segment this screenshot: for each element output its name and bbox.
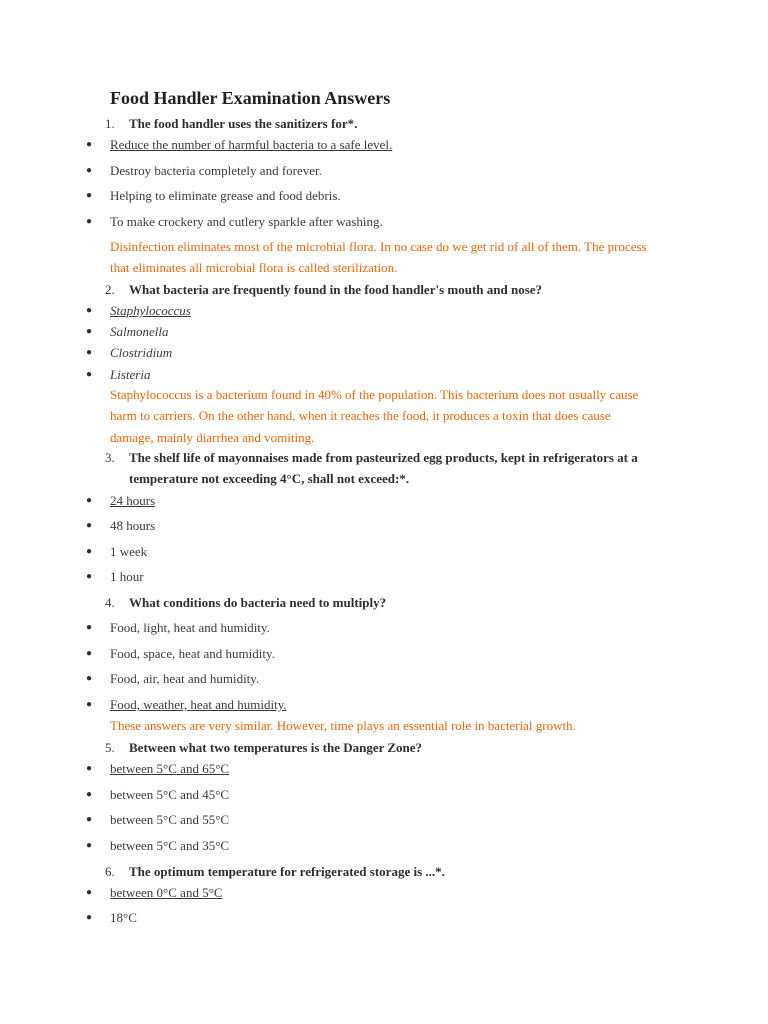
answer-option: Food, light, heat and humidity. [110,620,270,635]
bullet-icon: ● [86,305,93,316]
question-number: 4. [105,595,115,610]
bullet-icon: ● [86,347,93,358]
answer-option: To make crockery and cutlery sparkle after washing. [110,214,383,229]
explanation-note: These answers are very similar. However, time plays an essential role in bacterial growth. [110,718,576,733]
answer-option: Listeria [110,367,151,382]
answer-option: 48 hours [110,518,156,533]
answer-option: between 5°C and 35°C [110,838,230,853]
answer-option: Salmonella [110,324,169,339]
bullet-icon: ● [86,763,93,774]
bullet-icon: ● [86,648,93,659]
answer-option: between 5°C and 55°C [110,812,230,827]
bullet-icon: ● [86,139,93,150]
bullet-icon: ● [86,699,93,710]
bullet-icon: ● [86,326,93,337]
question-number: 2. [105,282,115,297]
answer-option-correct: between 5°C and 65°C [110,761,230,776]
question-text: What conditions do bacteria need to multiply? [129,595,387,610]
bullet-icon: ● [86,165,93,176]
answer-option: Clostridium [110,345,173,360]
page-title: Food Handler Examination Answers [110,88,391,108]
answer-option: 18°C [110,910,137,925]
question-text: The food handler uses the sanitizers for*. [129,116,358,131]
answer-option: 1 week [110,544,148,559]
bullet-icon: ● [86,789,93,800]
explanation-note: Staphylococcus is a bacterium found in 40% of the population. This bacterium does not usually cause harm to carriers. On the other hand, when it reaches the food, it produces a toxin that does cause damage, mainly diarrhea and vomiting. [110,387,639,445]
question-text: What bacteria are frequently found in the food handler's mouth and nose? [129,282,543,297]
answer-option-correct: Staphylococcus [110,303,191,318]
question-number: 6. [105,864,115,879]
answer-option-correct: 24 hours [110,493,156,508]
answer-option-correct: Reduce the number of harmful bacteria to a safe level. [110,137,393,152]
bullet-icon: ● [86,571,93,582]
answer-option: between 5°C and 45°C [110,787,230,802]
bullet-icon: ● [86,814,93,825]
answer-option: Helping to eliminate grease and food debris. [110,188,341,203]
bullet-icon: ● [86,673,93,684]
question-number: 1. [105,116,115,131]
question-number: 3. [105,450,115,465]
bullet-icon: ● [86,190,93,201]
bullet-icon: ● [86,887,93,898]
bullet-icon: ● [86,216,93,227]
answer-option-correct: between 0°C and 5°C [110,885,223,900]
question-text: The shelf life of mayonnaises made from pasteurized egg products, kept in refrigerators at a temperature not exceeding 4°C, shall not exceed:*. [129,450,638,486]
bullet-icon: ● [86,912,93,923]
answer-option: Destroy bacteria completely and forever. [110,163,322,178]
bullet-icon: ● [86,546,93,557]
answer-option: Food, air, heat and humidity. [110,671,260,686]
bullet-icon: ● [86,495,93,506]
explanation-note: Disinfection eliminates most of the microbial flora. In no case do we get rid of all of them. The process that eliminates all microbial flora is called sterilization. [110,239,647,276]
bullet-icon: ● [86,520,93,531]
bullet-icon: ● [86,840,93,851]
question-number: 5. [105,740,115,755]
question-text: The optimum temperature for refrigerated storage is ...*. [129,864,445,879]
answer-option-correct: Food, weather, heat and humidity. [110,697,287,712]
answer-option: 1 hour [110,569,144,584]
question-text: Between what two temperatures is the Danger Zone? [129,740,423,755]
bullet-icon: ● [86,369,93,380]
answer-option: Food, space, heat and humidity. [110,646,275,661]
bullet-icon: ● [86,622,93,633]
